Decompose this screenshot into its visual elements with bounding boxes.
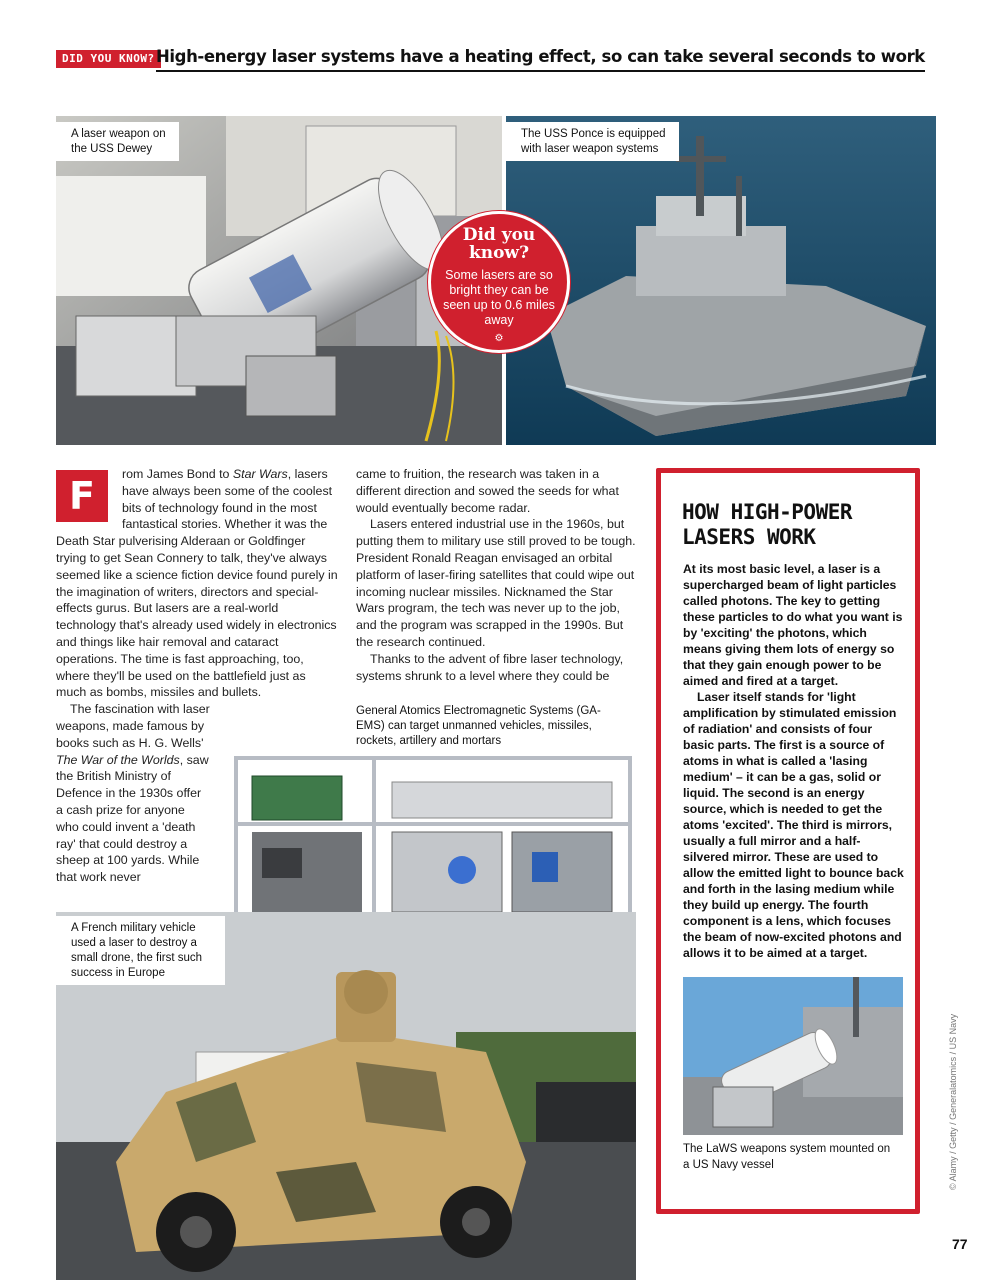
did-you-know-badge xyxy=(428,211,570,353)
laser-rig-illustration xyxy=(232,752,634,924)
caption-ga-ems: General Atomics Electromagnetic Systems (GA-EMS) can target unmanned vehicles, missiles, rockets, artillery and mortars xyxy=(356,705,601,747)
sidebar-paragraph-1: At its most basic level, a laser is a supercharged beam of light particles called photons. The key to getting these particles to do what you want is by 'exciting' the photons, which means giving them lots of energy so that they gain enough power to be aimed and fired at a target. xyxy=(683,562,903,688)
did-you-know-tag: DID YOU KNOW? xyxy=(56,50,161,68)
laws-illustration xyxy=(683,977,903,1135)
caption-laws: The LaWS weapons system mounted on a US Navy vessel xyxy=(683,1143,891,1171)
photo-laws-system xyxy=(683,977,903,1135)
sidebar-title: HOW HIGH-POWER LASERS WORK xyxy=(682,500,853,549)
photo-credit: © Alamy / Getty / Generalatomics / US Navy xyxy=(948,1013,958,1190)
warship-illustration xyxy=(506,116,936,445)
article-paragraph-5: Thanks to the advent of fibre laser technology, systems shrunk to a level where they could be xyxy=(356,651,624,683)
photo-uss-ponce xyxy=(506,116,936,445)
article-paragraph-3: came to fruition, the research was taken in a different direction and sowed the seeds for what would eventually become radar. xyxy=(356,467,619,515)
headline: High-energy laser systems have a heating effect, so can take several seconds to work xyxy=(156,44,925,72)
photo-ga-ems-laser-rig xyxy=(232,752,634,924)
caption-french-vehicle: A French military vehicle used a laser to destroy a small drone, the first such success in Europe xyxy=(56,916,225,985)
badge-title: Did you know? xyxy=(462,225,536,263)
caption-uss-dewey: A laser weapon on the USS Dewey xyxy=(56,122,179,161)
settings-icon: ⚙ xyxy=(494,333,504,344)
badge-body: Some lasers are so bright they can be seen up to 0.6 miles away xyxy=(443,268,555,327)
article-paragraph-1: rom James Bond to Star Wars, lasers have always been some of the coolest bits of technology found in the most fantastical stories. Whether it was the Death Star pulverising Alderaan or Goldfinger trying to get Sean Connery to talk, they've always seemed like a science fiction device found purely in the imagination of writers, directors and special-effects gurus. But lasers are a real-world technology that's already used widely in electronics and things like hair removal and cataract operations. The time is fast approaching, too, where they'll be used on the battlefield just as much as bombs, missiles and bullets. xyxy=(56,467,338,700)
sidebar-paragraph-2: Laser itself stands for 'light amplification by stimulated emission of radiation' and consists of four basic parts. The first is a source of atoms in what is called a 'lasing medium' – it can be a gas, solid or liquid. The second is an energy source, which is needed to get the atoms 'excited'. The third is mirrors, usually a full mirror and a half-silvered mirror. These are used to allow the emitted light to bounce back and forth in the lasing medium while they build up energy. The fourth component is a lens, which focuses the beam of now-excited photons and allows it to be aimed at a target. xyxy=(683,690,904,960)
page-number: 77 xyxy=(952,1236,968,1252)
article-paragraph-4: Lasers entered industrial use in the 1960s, but putting them to military use still proved to be tough. President Ronald Reagan envisaged an orbital platform of laser-firing satellites that could wipe out incoming nuclear missiles. Nicknamed the Star Wars program, the tech was never up to the job, and the program was scrapped in the 1990s. But the research continued. xyxy=(356,517,636,649)
article-column-2 xyxy=(356,466,638,684)
sidebar-body xyxy=(683,561,905,961)
photo-french-military-vehicle xyxy=(56,912,636,1280)
dropcap: F xyxy=(56,470,108,522)
caption-uss-ponce: The USS Ponce is equipped with laser weapon systems xyxy=(506,122,679,161)
article-paragraph-2: The fascination with laser weapons, made famous by books such as H. G. Wells' The War of the Worlds, saw the British Ministry of Defence in the 1930s offer a cash prize for anyone who could invent a 'death ray' that could destroy a sheep at 100 yards. While that work never xyxy=(56,702,210,885)
